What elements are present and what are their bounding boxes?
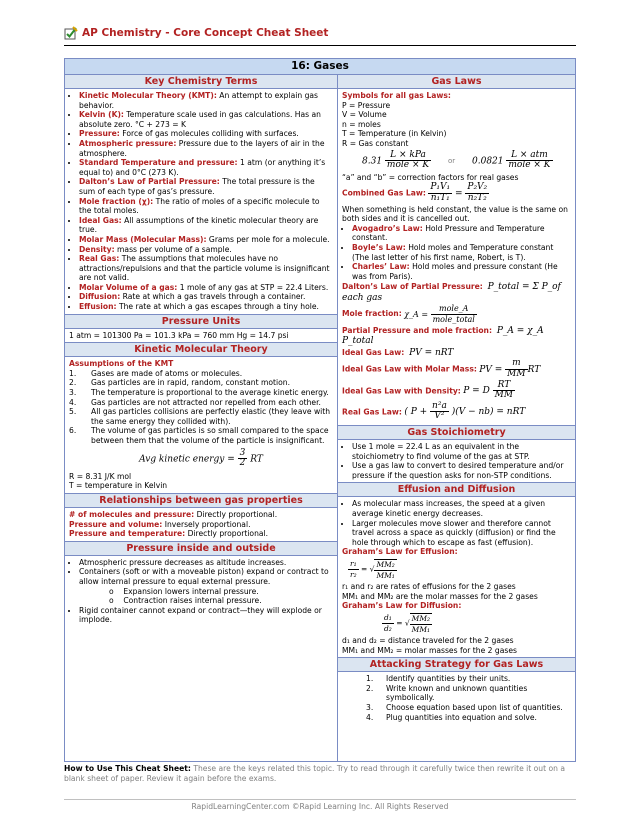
kmt-num: 5.: [69, 407, 77, 417]
dif-note: MM₁ and MM₂ = molar masses for the 2 gases: [342, 645, 517, 655]
key-term-item: [79, 110, 333, 129]
strategy-text: Choose equation based upon list of quantities.: [386, 703, 563, 713]
or-text: or: [447, 157, 456, 166]
kinetic-energy-equation: [69, 449, 333, 469]
r1-coef: 8.31: [362, 156, 383, 167]
held-constant-note: When something is held constant, the value is the same on both sides and it is cancelled out.: [342, 204, 568, 224]
real-gas-law: [342, 402, 571, 422]
key-term-text: mass per volume of a sample.: [114, 244, 232, 254]
key-term-name: Molar Mass (Molecular Mass):: [79, 234, 207, 244]
pressure-io-text: Containers (soft or with a moveable piston) expand or contract to allow internal pressure to equal external pressure.: [79, 567, 329, 586]
real-label: Real Gas Law:: [342, 407, 402, 417]
key-term-name: Kinetic Molecular Theory (KMT):: [79, 91, 217, 100]
symbol-item: T = Temperature (in Kelvin): [342, 129, 447, 139]
combined-label: Combined Gas Law:: [342, 188, 426, 198]
dif-lhs: [382, 613, 394, 633]
stoich-heading: Gas Stoichiometry: [338, 425, 575, 440]
stoich-item: • Use a gas law to convert to desired temperature and/or pressure if the question asks for non-STP conditions.: [352, 461, 571, 480]
r1-num: L × kPa: [385, 151, 431, 162]
key-term-item: [79, 235, 333, 245]
strategy-item: [342, 713, 571, 723]
real-num: n²a: [432, 400, 447, 411]
kmt-text: Gas particles are in rapid, random, constant motion.: [91, 378, 291, 388]
dif-rhs-num: MM₂: [411, 613, 431, 623]
kmt-list: [69, 369, 333, 446]
key-term-name: Dalton’s Law of Partial Pressure:: [79, 177, 220, 187]
key-term-name: Density:: [79, 244, 115, 254]
key-term-item: [79, 216, 333, 235]
ideal-gas-law: [342, 348, 571, 359]
sub-item: [79, 587, 333, 597]
eff-rhs-num: MM₂: [376, 559, 395, 569]
relationship-item: [69, 529, 333, 539]
ideal-d-num: RT: [493, 381, 515, 392]
eff-note: MM₁ and MM₂ are the molar masses for the 2 gases: [342, 591, 538, 601]
named-laws-list: [342, 224, 571, 282]
key-term-text: Force of gas molecules colliding with surfaces.: [119, 129, 299, 139]
key-term-text: The assumptions that molecules have no attractions/repulsions and that the particle volume is insignificant are not valid.: [79, 254, 330, 283]
key-term-item: [79, 158, 333, 177]
kmt-item: [69, 378, 333, 388]
strategy-item: [342, 703, 571, 713]
relationship-label: Pressure and temperature:: [69, 529, 186, 539]
kmt-item: [69, 398, 333, 408]
combined-n1: P₁V₁: [430, 182, 451, 193]
molefrac-eq: [404, 304, 477, 325]
relationship-text: Directly proportional.: [185, 529, 269, 539]
key-term-name: Kelvin (K):: [79, 110, 124, 120]
key-terms-heading: Key Chemistry Terms: [65, 75, 337, 89]
partial-eq: P_A = χ_A P_total: [342, 325, 544, 347]
r1-den: mole × K: [386, 160, 430, 171]
ideal-d-label: Ideal Gas Law with Density:: [342, 386, 461, 396]
usage-note-text: These are the keys related this topic. Try to read through it carefully twice then rewrite it out on a blank sheet of paper. Review it again before the exams.: [64, 764, 566, 783]
kmt-item: [69, 426, 333, 445]
effusion-body: [338, 497, 575, 657]
relationship-item: [69, 510, 333, 520]
symbols-title: Symbols for all gas Laws:: [342, 91, 451, 100]
relationship-text: Inversely proportional.: [162, 519, 251, 529]
strategy-text: Plug quantities into equation and solve.: [386, 712, 537, 722]
checkbox-pencil-icon: [64, 26, 78, 40]
key-term-item: [79, 254, 333, 283]
dif-rhs-den: MM₁: [411, 624, 431, 634]
combined-d1: n₁T₁: [430, 192, 450, 203]
stoich-list: [342, 442, 571, 480]
usage-note-label: How to Use This Cheat Sheet:: [64, 764, 191, 773]
relationship-label: # of molecules and pressure:: [69, 509, 195, 519]
kmt-subheading: Assumptions of the KMT: [69, 359, 174, 369]
ideal-mm-lhs: PV =: [479, 365, 503, 376]
sub-marker: o: [109, 586, 114, 596]
left-column: [65, 75, 338, 761]
ab-note: “a” and “b” = correction factors for real gases: [342, 172, 519, 182]
ideal-gas-molar-mass: [342, 359, 571, 379]
combined-d2: n₂T₂: [467, 192, 487, 203]
key-term-name: Ideal Gas:: [79, 215, 122, 225]
combined-eq: $\frac{\text{P₁V₁}}{\text{n₁T₁}}$ = $\frac{\text{P₂V₂}}{\text{n₂T₂}}$: [430, 182, 488, 203]
law-text: Hold moles and Temperature constant (The last letter of his first name, Robert, is T).: [352, 242, 554, 262]
strategy-body: [338, 672, 575, 724]
ideal-mm-rhs: RT: [527, 365, 541, 376]
kmt-num: 1.: [69, 368, 77, 378]
sub-text: Contraction raises internal pressure.: [123, 596, 262, 606]
key-term-name: Standard Temperature and pressure:: [79, 158, 238, 168]
molefrac-fraction: [431, 304, 477, 324]
effusion-item: • Larger molecules move slower and therefore cannot travel across a space as quickly (diffusion) or find the hole through which to escape as fast (effusion).: [352, 519, 571, 548]
dif-lhs-den: d₂: [384, 624, 392, 633]
graham-effusion-eq: $\frac{\text{r₁}}{\text{r₂}}$ = √ $\frac{\text{MM₂}}{\text{MM₁}}$: [350, 559, 395, 580]
key-term-item: [79, 292, 333, 302]
law-name: Charles’ Law:: [352, 262, 410, 272]
eff-rhs-den: MM₁: [376, 570, 395, 580]
stoich-item: • Use 1 mole = 22.4 L as an equivalent in the stoichiometry to find volume of the gas at STP.: [352, 442, 571, 461]
combined-gas-law: [342, 183, 571, 203]
usage-note: [64, 764, 576, 784]
real-eq: ( P + $\frac{\text{n²a}}{\text{V²}}$ )(V − nb) = nRT: [404, 400, 526, 422]
key-term-text: Rate at which a gas travels through a container.: [120, 292, 306, 302]
key-term-item: [79, 302, 333, 312]
molefrac-num: mole_A: [431, 304, 477, 315]
mole-fraction: [342, 304, 571, 324]
key-term-name: Mole fraction (χ):: [79, 196, 154, 206]
kmt-text: All gas particles collisions are perfectly elastic (they leave with the same energy they collided with).: [91, 407, 331, 426]
eff-lhs-num: r₁: [350, 559, 357, 569]
strategy-item: [342, 674, 571, 684]
strategy-text: Identify quantities by their units.: [386, 674, 511, 684]
symbols-list: [342, 101, 571, 149]
ideal-eq: PV = nRT: [409, 347, 454, 358]
gas-laws-body: [338, 89, 575, 425]
key-term-name: Atmospheric pressure:: [79, 138, 177, 148]
strategy-num: 4.: [366, 712, 374, 722]
key-term-text: 1 atm (or anything it’s equal to) and 0°C (273 K).: [79, 158, 326, 177]
key-term-name: Effusion:: [79, 302, 117, 312]
relationship-text: Directly proportional.: [194, 509, 278, 519]
kmt-text: The volume of gas particles is so small compared to the space between them that the volume of the particle is insignificant.: [91, 426, 329, 445]
named-law-item: [352, 224, 571, 243]
pressure-io-heading: Pressure inside and outside: [65, 541, 337, 556]
key-term-text: The ratio of moles of a specific molecule to the total moles.: [79, 196, 320, 216]
symbol-item: V = Volume: [342, 110, 387, 120]
pressure-io-item: [79, 567, 333, 605]
strategy-num: 2.: [366, 683, 374, 693]
eq-rhs: RT: [250, 454, 263, 465]
right-column: [338, 75, 575, 761]
eff-rhs: [374, 559, 396, 580]
key-term-item: [79, 283, 333, 293]
real-den: V²: [434, 411, 445, 422]
named-law-item: [352, 243, 571, 262]
real-rest: (V − nb) = nRT: [455, 407, 526, 418]
effusion-heading: Effusion and Diffusion: [338, 482, 575, 497]
law-name: Avogadro’s Law:: [352, 223, 423, 233]
relationship-item: [69, 520, 333, 530]
key-term-item: [79, 139, 333, 158]
effusion-item: • As molecular mass increases, the speed at a given average kinetic energy decreases.: [352, 499, 571, 518]
key-term-item: [79, 91, 333, 110]
strategy-num: 3.: [366, 703, 374, 713]
kmt-num: 2.: [69, 378, 77, 388]
dalton-eq: P_total = Σ P_of each gas: [342, 282, 561, 303]
r2-num: L × atm: [506, 151, 552, 162]
ideal-mm-num: m: [505, 359, 527, 370]
key-term-text: An attempt to explain gas behavior.: [79, 91, 319, 110]
pressure-io-item: • Atmospheric pressure decreases as altitude increases.: [79, 558, 333, 568]
strategy-heading: Attacking Strategy for Gas Laws: [338, 657, 575, 672]
pressure-io-body: [65, 556, 337, 627]
key-term-text: Pressure due to the layers of air in the atmosphere.: [79, 138, 325, 158]
ideal-d-eq: [463, 379, 515, 401]
sub-text: Expansion lowers internal pressure.: [123, 586, 259, 596]
sub-item: [79, 596, 333, 606]
r2-coef: 0.0821: [472, 156, 504, 167]
eff-lhs-den: r₂: [350, 570, 357, 580]
graham-diffusion-eq: $\frac{\text{d₁}}{\text{d₂}}$ = √ $\frac{\text{MM₂}}{\text{MM₁}}$: [384, 613, 431, 634]
sub-marker: o: [109, 596, 114, 606]
strategy-text: Write known and unknown quantities symbolically.: [386, 683, 528, 703]
key-term-name: Molar Volume of a gas:: [79, 282, 178, 292]
eq-lhs: Avg kinetic energy =: [139, 454, 235, 465]
key-term-item: [79, 197, 333, 216]
key-term-text: 1 mole of any gas at STP = 22.4 Liters.: [177, 282, 329, 292]
eq-num: 3: [239, 447, 246, 458]
law-name: Boyle’s Law:: [352, 242, 406, 252]
ideal-label: Ideal Gas Law:: [342, 347, 405, 357]
key-term-item: [79, 245, 333, 255]
kmt-text: The temperature is proportional to the average kinetic energy.: [91, 388, 329, 398]
combined-rhs: [465, 183, 489, 203]
kmt-item: [69, 407, 333, 426]
partial-label: Partial Pressure and mole fraction:: [342, 325, 492, 335]
page-header: [64, 25, 576, 46]
page-title: AP Chemistry - Core Concept Cheat Sheet: [82, 27, 329, 39]
topic-title: 16: Gases: [65, 59, 575, 75]
ideal-d-fraction: [493, 381, 515, 401]
eff-note: r₁ and r₂ are rates of effusions for the 2 gases: [342, 582, 516, 592]
eq-fraction: [238, 449, 248, 469]
gas-laws-heading: Gas Laws: [338, 75, 575, 89]
named-law-item: [352, 262, 571, 281]
kmt-text: Gases are made of atoms or molecules.: [91, 368, 243, 378]
pressure-io-item: • Rigid container cannot expand or contract—they will explode or implode.: [79, 606, 333, 625]
strategy-num: 1.: [366, 674, 374, 684]
kmt-item: [69, 388, 333, 398]
graham-diffusion-label: Graham’s Law for Diffusion:: [342, 601, 462, 611]
combined-lhs: [428, 183, 452, 203]
molefrac-den: mole_total: [432, 315, 475, 325]
dalton-label: Dalton’s Law of Partial Pressure:: [342, 282, 483, 292]
eff-lhs: [348, 559, 359, 579]
law-text: Hold Pressure and Temperature constant.: [352, 223, 545, 243]
ideal-gas-density: [342, 381, 571, 401]
kmt-heading: Kinetic Molecular Theory: [65, 342, 337, 357]
relationships-heading: Relationships between gas properties: [65, 493, 337, 508]
ideal-d-lhs: P = D: [463, 386, 490, 397]
dif-lhs-num: d₁: [384, 613, 392, 623]
copyright: RapidLearningCenter.com ©Rapid Learning Inc. All Rights Reserved: [64, 799, 576, 811]
real-fraction: [430, 402, 449, 422]
combined-n2: P₂V₂: [467, 182, 488, 193]
key-term-name: Pressure:: [79, 129, 120, 139]
strategy-item: [342, 684, 571, 703]
law-text: Hold moles and pressure constant (He was from Paris).: [352, 262, 558, 281]
real-p: P +: [410, 407, 428, 418]
key-term-text: The total pressure is the sum of each type of gas’s pressure.: [79, 177, 315, 196]
ideal-mm-eq: [479, 358, 541, 380]
pressure-units-heading: Pressure Units: [65, 314, 337, 329]
pressure-units-text: 1 atm = 101300 Pa = 101.3 kPa = 760 mm Hg = 14.7 psi: [69, 330, 289, 340]
relationship-label: Pressure and volume:: [69, 519, 163, 529]
key-terms-body: [65, 89, 337, 314]
r2-fraction: [506, 151, 552, 171]
key-term-item: [79, 177, 333, 196]
ideal-mm-den: MM: [507, 369, 526, 380]
stoich-body: [338, 440, 575, 482]
symbol-item: P = Pressure: [342, 100, 391, 110]
symbol-item: n = moles: [342, 119, 381, 129]
effusion-list: [342, 499, 571, 547]
kmt-num: 3.: [69, 388, 77, 398]
kmt-text: Gas particles are not attracted nor repelled from each other.: [91, 397, 321, 407]
dalton-law: [342, 282, 571, 303]
kmt-num: 6.: [69, 426, 77, 436]
dif-note: d₁ and d₂ = distance traveled for the 2 gases: [342, 636, 514, 646]
kmt-body: [65, 357, 337, 493]
key-term-name: Diffusion:: [79, 292, 121, 302]
ideal-d-den: MM: [494, 390, 514, 401]
r2-den: mole × K: [508, 160, 551, 171]
key-term-text: The rate at which a gas escapes through a tiny hole.: [116, 302, 319, 312]
kmt-item: [69, 369, 333, 379]
dif-rhs: [410, 613, 432, 634]
ideal-mm-label: Ideal Gas Law with Molar Mass:: [342, 365, 477, 375]
t-definition: T = temperature in Kelvin: [69, 481, 168, 491]
ideal-mm-fraction: [505, 359, 527, 379]
key-term-text: Grams per mole for a molecule.: [206, 234, 330, 244]
key-term-name: Real Gas:: [79, 254, 120, 264]
graham-effusion-label: Graham’s Law for Effusion:: [342, 547, 458, 557]
r-definition: R = 8.31 J/K mol: [69, 471, 132, 481]
r1-fraction: [385, 151, 431, 171]
key-term-text: Temperature scale used in gas calculations. Has an absolute zero. °C + 273 = K: [79, 110, 321, 129]
cheat-sheet: [64, 58, 576, 762]
molefrac-label: Mole fraction:: [342, 309, 402, 319]
kmt-num: 4.: [69, 397, 77, 407]
gas-constant-equation: [362, 151, 571, 171]
partial-pressure: [342, 326, 571, 347]
relationships-body: [65, 508, 337, 541]
key-terms-list: [69, 91, 333, 312]
symbol-item: R = Gas constant: [342, 138, 409, 148]
key-term-text: All assumptions of the kinetic molecular theory are true.: [79, 215, 319, 235]
key-term-item: [79, 129, 333, 139]
eq-den: 2: [239, 458, 246, 469]
molefrac-lhs: χ_A =: [404, 309, 429, 319]
